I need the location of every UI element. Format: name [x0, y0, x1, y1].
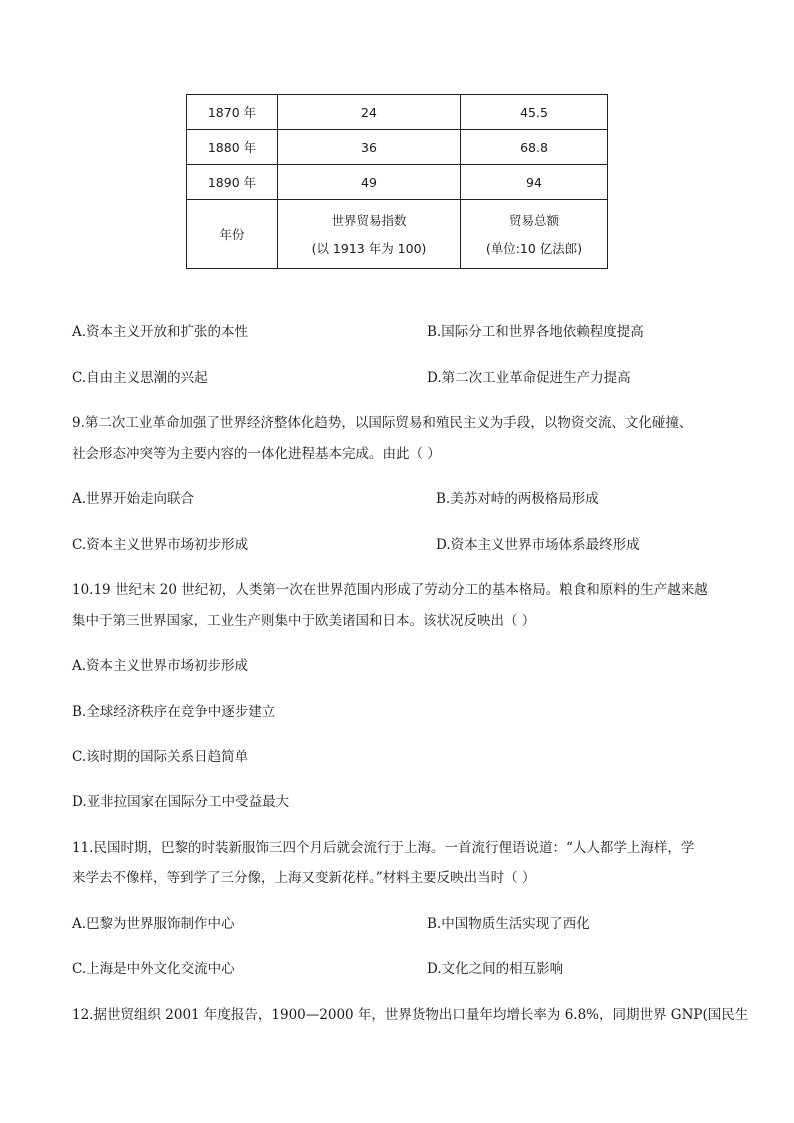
- q9-option-c: C.资本主义世界市场初步形成: [72, 537, 249, 553]
- q10-option-d: D.亚非拉国家在国际分工中受益最大: [72, 794, 290, 810]
- q10-option-b: B.全球经济秩序在竞争中逐步建立: [72, 704, 276, 720]
- q8-option-c: C.自由主义思潮的兴起: [72, 370, 208, 386]
- q9-option-a: A.世界开始走向联合: [72, 491, 195, 507]
- q8-option-b: B.国际分工和世界各地依赖程度提高: [427, 324, 644, 340]
- q10-stem-line1: 10.19 世纪末 20 世纪初，人类第一次在世界范围内形成了劳动分工的基本格局。粮食和原料的生产越来越: [72, 582, 708, 598]
- q8-option-d: D.第二次工业革命促进生产力提高: [427, 370, 631, 386]
- q9-option-d: D.资本主义世界市场体系最终形成: [436, 537, 640, 553]
- q10-stem-line2: 集中于第三世界国家，工业生产则集中于欧美诸国和日本。该状况反映出（ ）: [72, 613, 536, 629]
- q11-option-c: C.上海是中外文化交流中心: [72, 961, 235, 977]
- trade-total-cell: 45.5: [461, 95, 608, 130]
- trade-index-cell: 49: [278, 165, 461, 200]
- trade-index-cell: 24: [278, 95, 461, 130]
- table-row: [187, 95, 608, 130]
- q11-option-d: D.文化之间的相互影响: [427, 961, 564, 977]
- header-trade-total: [461, 200, 608, 269]
- year-cell: 1880 年: [187, 130, 278, 165]
- table-header-row: [187, 200, 608, 269]
- table-row: [187, 130, 608, 165]
- table-row: [187, 165, 608, 200]
- year-cell: 1890 年: [187, 165, 278, 200]
- header-year: 年份: [187, 200, 278, 269]
- year-cell: 1870 年: [187, 95, 278, 130]
- q11-stem-line2: 来学去不像样，等到学了三分像，上海又变新花样。”材料主要反映出当时（ ）: [72, 870, 536, 886]
- q11-stem-line1: 11.民国时期，巴黎的时装新服饰三四个月后就会流行于上海。一首流行俚语说道：“人人都学上海样，学: [72, 840, 695, 856]
- header-trade-index: [278, 200, 461, 269]
- q12-stem-line1: 12.据世贸组织 2001 年度报告，1900—2000 年，世界货物出口量年均增长率为 6.8%，同期世界 GNP(国民生: [72, 1007, 749, 1023]
- header-trade-index-title: 世界贸易指数: [331, 213, 407, 228]
- q8-option-a: A.资本主义开放和扩张的本性: [72, 324, 249, 340]
- header-trade-total-note: (单位:10 亿法郎): [485, 241, 583, 256]
- trade-index-cell: 36: [278, 130, 461, 165]
- q10-option-c: C.该时期的国际关系日趋简单: [72, 749, 249, 765]
- header-trade-index-note: (以 1913 年为 100): [311, 241, 427, 256]
- trade-total-cell: 94: [461, 165, 608, 200]
- trade-total-cell: 68.8: [461, 130, 608, 165]
- header-trade-total-title: 贸易总额: [508, 213, 559, 228]
- q9-stem-line2: 社会形态冲突等为主要内容的一体化进程基本完成。由此（ ）: [72, 446, 441, 462]
- q9-stem-line1: 9.第二次工业革命加强了世界经济整体化趋势，以国际贸易和殖民主义为手段，以物资交流、文化碰撞、: [72, 415, 693, 431]
- q10-option-a: A.资本主义世界市场初步形成: [72, 658, 249, 674]
- q11-option-b: B.中国物质生活实现了西化: [427, 916, 590, 932]
- trade-data-table: [186, 94, 608, 269]
- q9-option-b: B.美苏对峙的两极格局形成: [436, 491, 599, 507]
- q11-option-a: A.巴黎为世界服饰制作中心: [72, 916, 235, 932]
